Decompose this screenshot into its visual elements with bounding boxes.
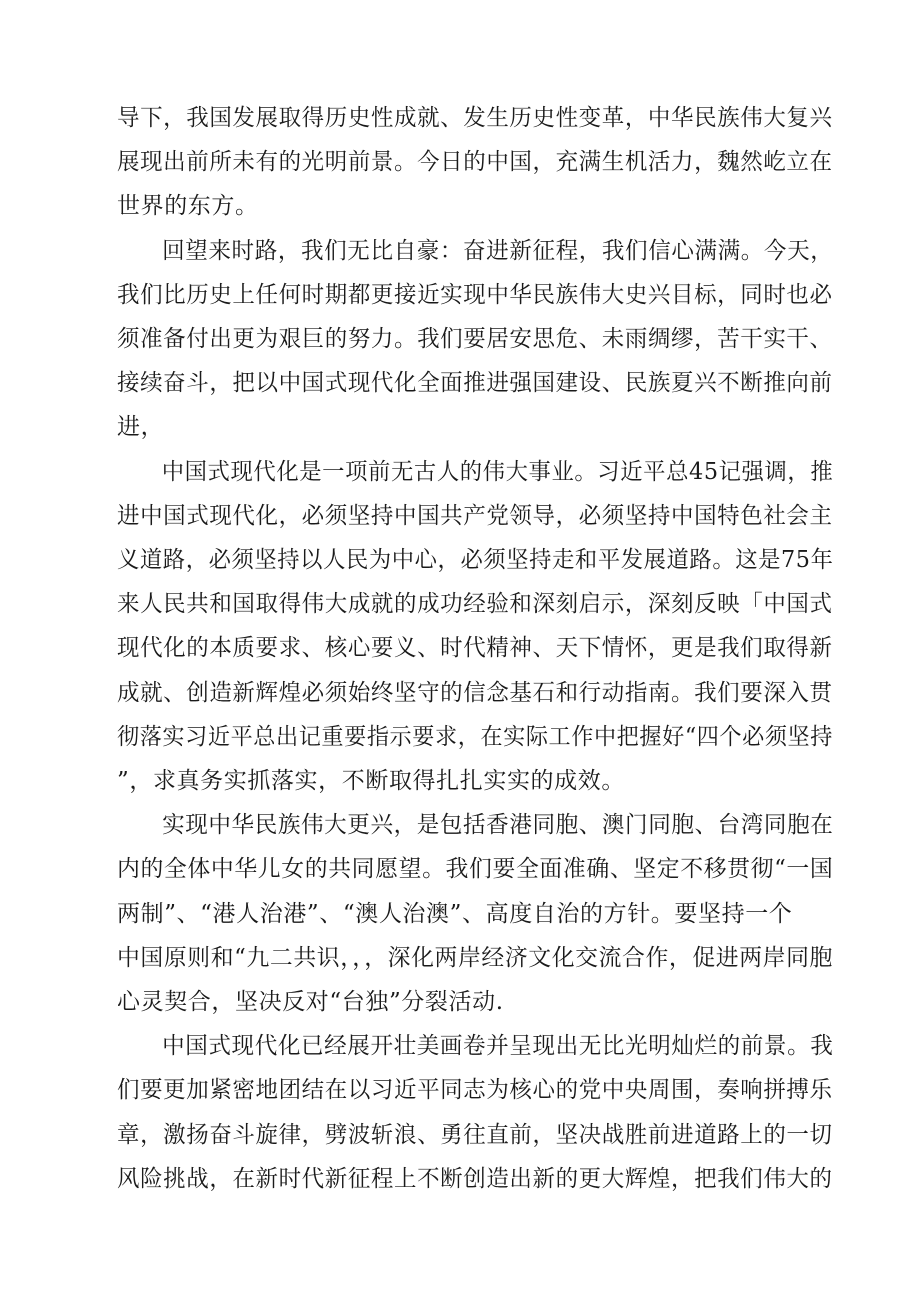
paragraph (117, 96, 833, 229)
line-text: 们要更加紧密地团结在以习近平同志为核心的党中央周围，奏响拼搏乐 (117, 1077, 833, 1104)
line-text: 进中国式现代化，必须坚持中国共产党领导，必须坚持中国特色社会主 (117, 502, 833, 529)
text-line (117, 405, 833, 449)
text-line (117, 450, 834, 494)
text-line (117, 229, 834, 273)
text-line (117, 1113, 833, 1157)
line-text: 义道路，必须坚持以人民为中心，必须坚持走和平发展道路。这是75年 (117, 547, 834, 574)
line-text: 须准备付出更为艰巨的努力。我们要居安思危、未雨绸缪，苦干实干、 (117, 326, 833, 353)
line-text: 现代化的本质要求、核心要义、时代精神、天下情怀，更是我们取得新 (117, 635, 833, 662)
line-text: 我们比历史上任何时期都更接近实现中华民族伟大史兴目标，同时也必 (117, 281, 833, 308)
line-text: 世界的东方。 (117, 193, 259, 220)
text-line (117, 1024, 834, 1068)
line-text: 中国式现代化已经展开壮美画卷并呈现出无比光明灿烂的前景。我 (162, 1033, 834, 1060)
line-text: ”，求真务实抓落实，不断取得扎扎实实的成效。 (117, 768, 625, 795)
line-text: 内的全体中华儿女的共同愿望。我们要全面准确、坚定不移贯彻“一国 (117, 856, 834, 883)
paragraph (117, 450, 833, 804)
text-line (117, 361, 833, 405)
paragraph (117, 1024, 833, 1201)
text-line (117, 273, 833, 317)
text-line (117, 626, 833, 670)
line-text: 导下，我国发展取得历史性成就、发生历史性变革，中华民族伟大复兴 (117, 105, 833, 131)
line-text: 中国式现代化是一项前无古人的伟大事业。习近平总45记强调，推 (161, 458, 834, 485)
text-line (117, 892, 833, 936)
text-line (117, 494, 833, 538)
text-line (117, 803, 834, 847)
paragraph (117, 229, 833, 450)
line-text: 两制”、“港人治港”、“澳人治澳”、高度自治的方针。要坚持一个 (117, 900, 793, 927)
text-line (117, 538, 834, 582)
text-line (117, 317, 833, 361)
text-line (117, 759, 833, 803)
text-line (117, 184, 833, 228)
line-text: 进， (117, 414, 165, 441)
line-text: 章，激扬奋斗旋律，劈波斩浪、勇往直前，坚决战胜前进道路上的一切 (117, 1121, 833, 1148)
line-text: 成就、创造新辉煌必须始终坚守的信念基石和行动指南。我们要深入贯 (117, 679, 833, 706)
line-text: 来人民共和国取得伟大成就的成功经验和深刻启示，深刻反映「中国式 (117, 591, 833, 618)
text-line (117, 1068, 833, 1112)
line-text: 回望来时路，我们无比自豪：奋进新征程，我们信心满满。今天， (162, 237, 834, 264)
paragraph (117, 803, 833, 1024)
document-body (117, 96, 833, 1201)
text-line (117, 936, 833, 980)
text-line (117, 715, 833, 759)
text-line (117, 582, 833, 626)
text-line (117, 671, 833, 715)
line-text: 彻落实习近平总出记重要指示要求，在实际工作中把握好“四个必须坚持 (117, 723, 833, 750)
line-text: 心灵契合，坚决反对“台独”分裂活动. (117, 989, 504, 1016)
line-text: 中国原则和“九二共识，，，深化两岸经济文化交流合作，促进两岸同胞 (117, 944, 833, 971)
text-line (117, 847, 834, 891)
text-line (117, 96, 833, 140)
text-line (117, 1157, 833, 1201)
line-text: 风险挑战，在新时代新征程上不断创造出新的更大辉煌，把我们伟大的 (117, 1165, 833, 1192)
line-text: 接续奋斗，把以中国式现代化全面推进强国建设、民族夏兴不断推向前 (117, 370, 833, 397)
line-text: 展现出前所未有的光明前景。今日的中国，充满生机活力，魏然屹立在 (117, 149, 833, 176)
line-text: 实现中华民族伟大更兴，是包括香港同胞、澳门同胞、台湾同胞在 (162, 812, 834, 839)
text-line (117, 140, 833, 184)
text-line (117, 980, 833, 1024)
